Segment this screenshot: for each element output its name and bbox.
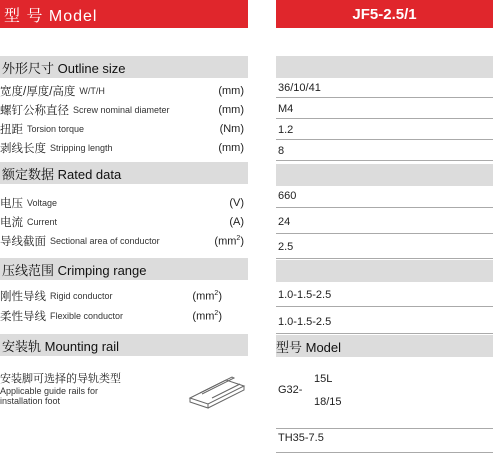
value-voltage: 660 <box>276 185 493 208</box>
outline-row-size: 宽度/厚度/高度 W/T/H (mm) <box>0 85 244 98</box>
value-rigid: 1.0-1.5-2.5 <box>276 283 493 307</box>
section-crimping-title: 压线范围 Crimping range <box>0 258 248 280</box>
value-strip: 8 <box>276 141 493 161</box>
rail-g32-prefix: G32- <box>278 384 303 396</box>
section-mounting-model: 型号 Model <box>276 335 493 357</box>
model-header-left: 型 号 Model <box>0 0 248 28</box>
value-section: 2.5 <box>276 235 493 259</box>
rail-th35: TH35-7.5 <box>278 432 324 444</box>
outline-row-torque: 扭距 Torsion torque (Nm) <box>0 123 244 136</box>
rated-row-voltage: 电压 Voltage (V) <box>0 197 244 210</box>
rated-row-section: 导线截面 Sectional area of conductor $(mm^2)$ <box>0 234 244 248</box>
value-flexible: 1.0-1.5-2.5 <box>276 310 493 334</box>
divider <box>276 452 493 453</box>
value-current: 24 <box>276 210 493 234</box>
section-crimping-right <box>276 260 493 282</box>
divider <box>276 428 493 429</box>
crimping-row-flexible: 柔性导线 Flexible conductor $(mm^2)$ <box>0 309 222 323</box>
outline-row-screw: 螺钉公称直径 Screw nominal diameter (mm) <box>0 104 244 117</box>
section-outline-title: 外形尺寸 Outline size <box>0 56 248 78</box>
mounting-description: 安装脚可选择的导轨类型 Applicable guide rails for installation foot <box>0 373 121 406</box>
section-mounting-title: 安装轨 Mounting rail <box>0 334 248 356</box>
section-rated-right <box>276 164 493 186</box>
outline-row-strip: 剥线长度 Stripping length (mm) <box>0 142 244 155</box>
value-size: 36/10/41 <box>276 78 493 98</box>
value-screw: M4 <box>276 99 493 119</box>
value-torque: 1.2 <box>276 120 493 140</box>
rail-g32-15l: 15L <box>314 373 333 385</box>
section-outline-right <box>276 56 493 78</box>
rated-row-current: 电流 Current (A) <box>0 216 244 229</box>
section-rated-title: 额定数据 Rated data <box>0 162 248 184</box>
crimping-row-rigid: 刚性导线 Rigid conductor $(mm^2)$ <box>0 289 222 303</box>
model-header-right: JF5-2.5/1 <box>276 0 493 28</box>
guide-rail-icon <box>186 374 248 410</box>
rail-g32-18-15: 18/15 <box>314 396 342 408</box>
